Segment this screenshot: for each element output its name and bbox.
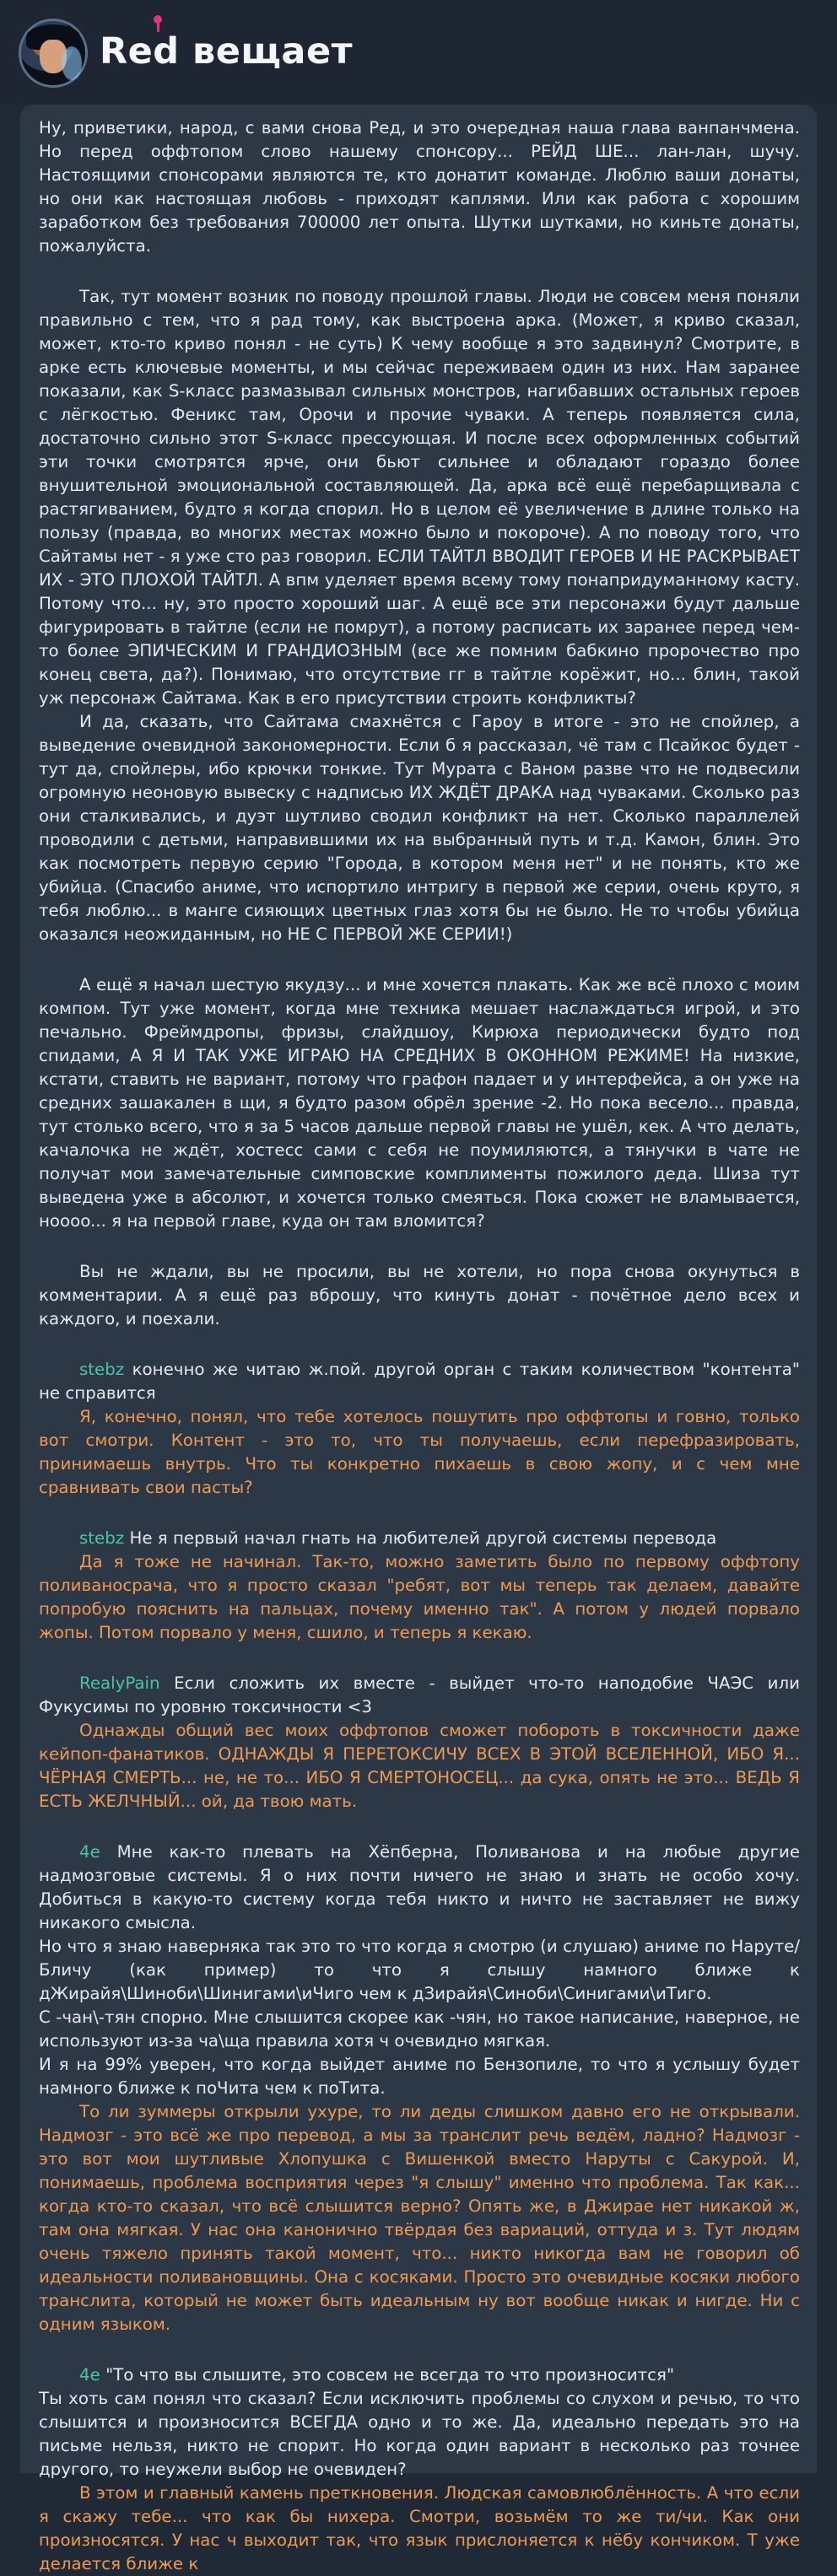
comment-quote-text: "То что вы слышите, это совсем не всегда то что произносится" xyxy=(105,2365,675,2385)
comment-username[interactable]: stebz xyxy=(79,1528,125,1548)
comment-quote xyxy=(39,1672,800,1719)
post-arc-paragraph: Так, тут момент возник по поводу прошлой главы. Люди не совсем меня поняли правильно с тем, что я рад тому, как выстроена арка. (Может, я криво сказал, может, кто-то криво понял - не суть) К чему вообще я это задвинул? Смотрите, в арке есть ключевые моменты, и мы сейчас переживаем один из них. Нам заранее показали, как S-класс размазывал сильных монстров, нагибавших остальных героев с лёгкостью. Феникс там, Орочи и прочие чуваки. А теперь появляется сила, достаточно сильно этот S-класс прессующая. И после всех оформленных событий эти точки смотрятся ярче, они бьют сильнее и обладают гораздо более внушительной эмоциональной составляющей. Да, арка всё ещё перебарщивала с растягиванием, будто я когда спорил. Но в целом её увеличение в длине только на пользу (правда, во многих местах можно было и покороче). А по поводу того, что Сайтамы нет - я уже сто раз говорил. ЕСЛИ ТАЙТЛ ВВОДИТ ГЕРОЕВ И НЕ РАСКРЫВАЕТ ИХ - ЭТО ПЛОХОЙ ТАЙТЛ. А впм уделяет время всему тому понапридуманному касту. Потому что... ну, это просто хороший шаг. А ещё все эти персонажи будут дальше фигурировать в тайтле (если не помрут), а потому расписать их заранее перед чем-то более ЭПИЧЕСКИМ И ГРАНДИОЗНЫМ (все же помним бабкино пророчество про конец света, да?). Понимаю, что отсутствие гг в тайтле корёжит, но... блин, такой уж персонаж Сайтама. Как в его присутствии строить конфликты? xyxy=(39,287,800,708)
channel-avatar[interactable] xyxy=(19,19,88,88)
comment-quote-text: Мне как-то плевать на Хёпберна, Поливанова и на любые другие надмозговые системы. Я о них почти ничего не знаю и знать не особо хочу. Добиться в какую-то систему когда тебя никто и ничто не заставляет не вижу никакого смысла. xyxy=(39,1842,800,1932)
comment-quote-text: Если сложить их вместе - выйдет что-то наподобие ЧАЭС или Фукусимы по уровню токсичности <3 xyxy=(39,1673,800,1716)
post-arc-paragraph-2: И да, сказать, что Сайтама смахнётся с Гароу в итоге - это не спойлер, а выведение очевидной закономерности. Если б я рассказал, чё там с Псайкос будет - тут да, спойлеры, ибо крючки тонкие. Тут Мурата с Ваном разве что не подвесили огромную неоновую вывеску с надписью ИХ ЖДЁТ ДРАКА над чуваками. Сколько раз они сталкивались, и дуэт шутливо сводил конфликт на нет. Сколько параллелей проводили с детьми, направившими их на выбранный путь и т.д. Камон, блин. Это как посмотреть первую серию "Города, в котором меня нет" и не понять, кто же убийца. (Спасибо аниме, что испортило интригу в первой же серии, очень круто, я тебя люблю... в манге сияющих цветных глаз хотя бы не было. Не то чтобы убийца оказался неожиданным, но НЕ С ПЕРВОЙ ЖЕ СЕРИИ!) xyxy=(39,712,800,944)
comment-quote-continued: С -чан\-тян спорно. Мне слышится скорее как -чян, но такое написание, наверное, не используют из-за ча\ща правила хотя ч очевидно мягкая. xyxy=(39,2007,800,2051)
comment-username[interactable]: stebz xyxy=(79,1360,125,1379)
comment-quote xyxy=(39,1358,800,1405)
post-intro-paragraph: Ну, приветики, народ, с вами снова Ред, и это очередная наша глава ванпанчмена. Но перед оффтопом слово нашему спонсору... РЕЙД ШЕ... лан-лан, шучу. Настоящими спонсорами являются те, кто донатит команде. Люблю ваши донаты, но они как настоящая любовь - приходят каплями. Или как работа с хорошим заработком без требования 700000 лет опыта. Шутки шутками, но киньте донаты, пожалуйста. xyxy=(39,118,800,256)
author-reply: Да я тоже не начинал. Так-то, можно заметить было по первому оффтопу поливаносрача, что я просто сказал "ребят, вот мы теперь так делаем, давайте попробую пояснить на пальцах, почему именно так". А потом у людей порвало жопы. Потом порвало у меня, сшило, и теперь я кекаю. xyxy=(39,1552,800,1642)
comment-quote xyxy=(39,1527,800,1550)
channel-title[interactable]: Red вещает xyxy=(100,30,354,73)
comment-username[interactable]: RealyPain xyxy=(79,1673,160,1693)
comment-quote xyxy=(39,1840,800,1935)
author-reply: То ли зуммеры открыли ухуре, то ли деды слишком давно его не открывали. Надмозг - это всё же про перевод, а мы за транслит речь ведём, ладно? Надмозг - это вот мои шутливые Хлопушка с Вишенкой вместо Наруты с Сакурой. И, понимаешь, проблема восприятия через "я слышу" именно что проблема. Так как... когда кто-то сказал, что всё слышится верно? Опять же, в Джирае нет никакой ж, там она мягкая. У нас она канонично твёрдая без вариаций, оттуда и з. Тут людям очень тяжело принять такой момент, что... никто никогда вам не говорил об идеальности поливановщины. Она с косяками. Просто это очевидные косяки любого транслита, который не может быть идеальным ну вот вообще никак и нигде. Ни с одним языком. xyxy=(39,2102,800,2334)
comment-quote-continued: Но что я знаю наверняка так это то что когда я смотрю (и слушаю) аниме по Наруте/Бличу (как пример) то что я слышу намного ближе к дЖирайя\Шиноби\Шинигами\иЧиго чем к дЗирайя\Синоби\Синигами\иТиго. xyxy=(39,1937,800,2003)
comment-username[interactable]: 4e xyxy=(79,1842,100,1862)
author-reply: Однажды общий вес моих оффтопов сможет побороть в токсичности даже кейпоп-фанатиков. ОДНАЖДЫ Я ПЕРЕТОКСИЧУ ВСЕХ В ЭТОЙ ВСЕЛЕННОЙ, ИБО Я... ЧЁРНАЯ СМЕРТЬ... не, не то... ИБО Я СМЕРТОНОСЕЦ... да сука, опять не это... ВЕДЬ Я ЕСТЬ ЖЕЛЧНЫЙ... ой, да твою мать. xyxy=(39,1721,800,1811)
author-reply: В этом и главный камень преткновения. Людская самовлюблённость. А что если я скажу тебе... что как бы нихера. Смотри, возьмём то же ти/чи. Как они произносятся. У нас ч выходит так, что язык прислоняется к нёбу кончиком. Т уже делается ближе к xyxy=(39,2483,800,2573)
comment-quote-continued: Ты хоть сам понял что сказал? Если исключить проблемы со слухом и речью, то что слышится и произносится ВСЕГДА одно и то же. Да, идеально передать это на письме нельзя, никто не спорит. Но когда один вариант в несколько раз точнее другого, то неужели выбор не очевиден? xyxy=(39,2389,800,2479)
channel-header xyxy=(0,0,837,105)
post-comments-intro: Вы не ждали, вы не просили, вы не хотели, но пора снова окунуться в комментарии. А я ещё раз вброшу, что кинуть донат - почётное дело всех и каждого, и поехали. xyxy=(39,1262,800,1328)
post-yakuza-paragraph: А ещё я начал шестую якудзу... и мне хочется плакать. Как же всё плохо с моим компом. Тут уже момент, когда мне техника мешает наслаждаться игрой, и это печально. Фреймдропы, фризы, слайдшоу, Кирюха периодически будто под спидами, А Я И ТАК УЖЕ ИГРАЮ НА СРЕДНИХ В ОКОННОМ РЕЖИМЕ! На низкие, кстати, ставить не вариант, потому что графон падает и у интерфейса, а он уже на средних зашакален в щи, я будто разом обрёл зрение -2. Но пока весело... правда, тут столько всего, что я за 5 часов дальше первой главы не ушёл, кек. А что делать, качалочка не ждёт, хостесс сами с себя не поумиляются, а тянучки в чате не получат мои замечательные симповские комплименты пожилого деда. Шиза тут выведена уже в абсолют, и хочется только смеяться. Пока сюжет не вламывается, нoooo... я на первой главе, куда он там вломится? xyxy=(39,975,800,1231)
avatar-glow-shape xyxy=(62,46,82,80)
post-body xyxy=(20,105,817,2573)
comment-quote xyxy=(39,2363,800,2387)
comment-quote-text: Не я первый начал гнать на любителей другой системы перевода xyxy=(129,1528,717,1548)
comment-quote-continued: И я на 99% уверен, что когда выйдет аниме по Бензопиле, то что я услышу будет намного ближе к поЧита чем к поТита. xyxy=(39,2055,800,2098)
comment-username[interactable]: 4e xyxy=(79,2365,100,2385)
author-reply: Я, конечно, понял, что тебе хотелось пошутить про оффтопы и говно, только вот смотри. Контент - это то, что ты получаешь, если перефразировать, принимаешь внутрь. Что ты конкретно пихаешь в свою жопу, и с чем мне сравнивать свои пасты? xyxy=(39,1407,800,1497)
comment-quote-text: конечно же читаю ж.пой. другой орган с таким количеством "контента" не справится xyxy=(39,1360,801,1403)
